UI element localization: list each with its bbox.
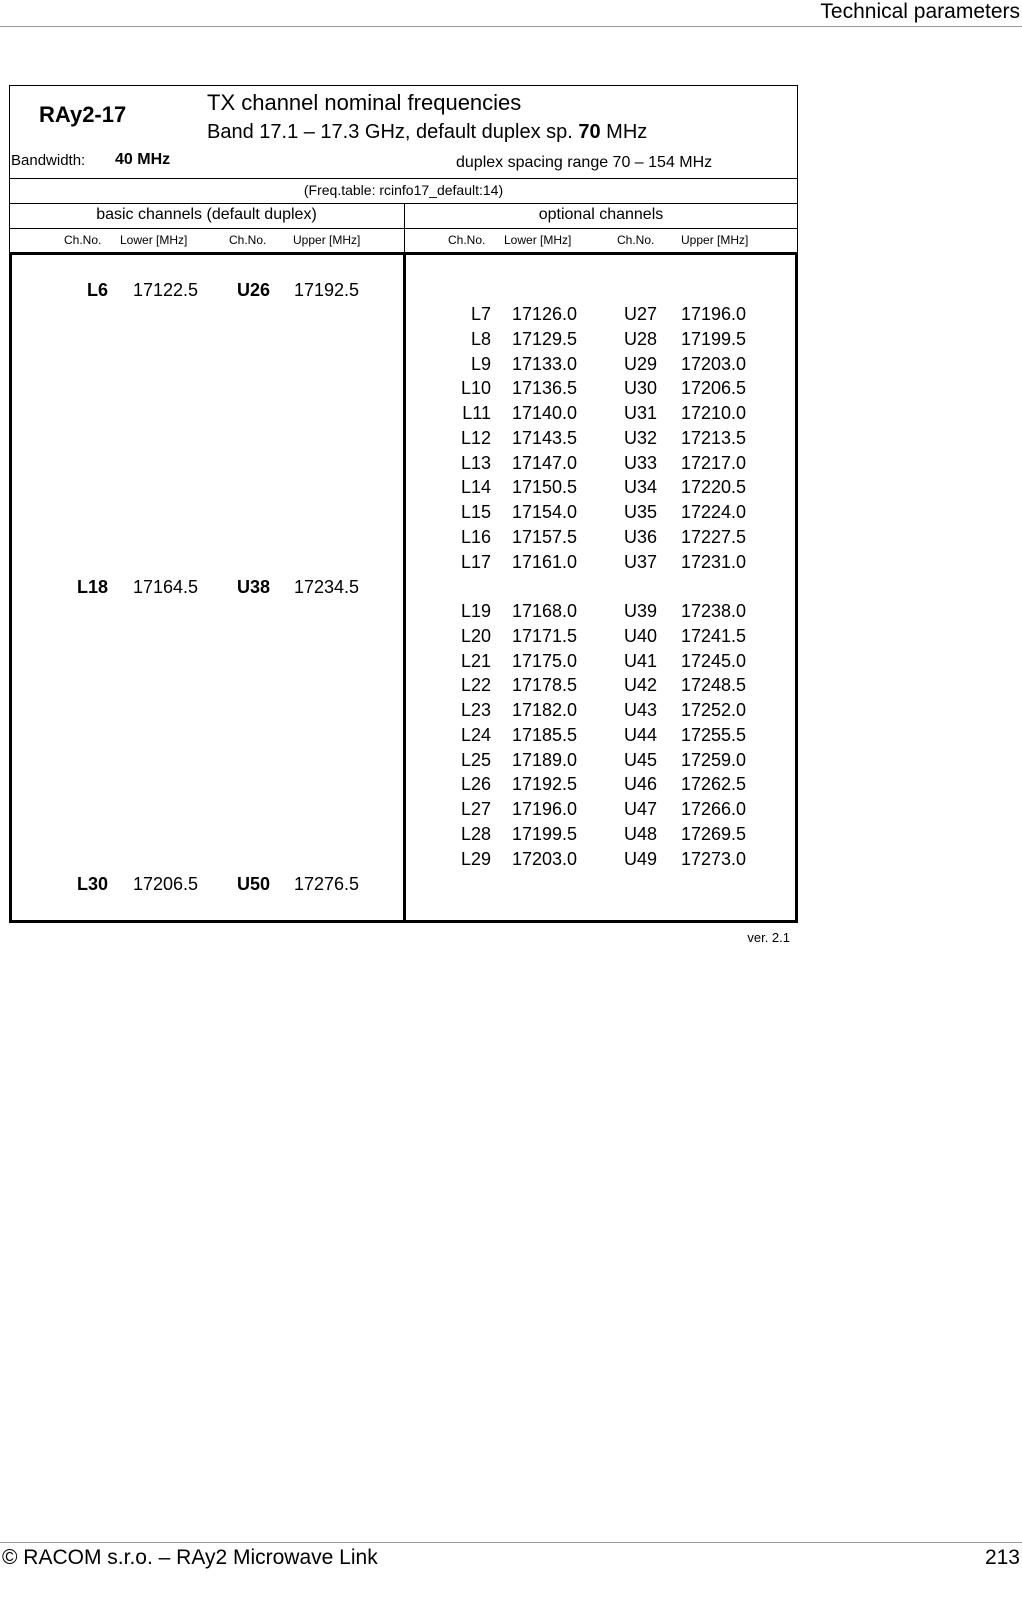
optional-upper-channel: U35	[624, 502, 658, 522]
optional-upper-frequency: 17206.5	[681, 378, 747, 399]
optional-lower-frequency: 17203.0	[512, 848, 578, 869]
page-number: 213	[984, 1546, 1020, 1569]
optional-upper-frequency: 17199.5	[681, 328, 747, 349]
optional-lower-channel: L12	[460, 427, 491, 448]
optional-lower-channel: L26	[460, 774, 491, 795]
optional-lower-channel: L20	[460, 625, 491, 646]
basic-lower-frequency: 17206.5	[133, 874, 199, 894]
optional-upper-frequency: 17227.5	[681, 526, 747, 547]
bandwidth-label: Bandwidth:	[11, 152, 86, 169]
optional-lower-frequency: 17175.0	[512, 650, 578, 671]
optional-upper-frequency: 17252.0	[681, 700, 747, 720]
optional-lower-frequency: 17182.0	[512, 700, 578, 720]
table-rule	[9, 178, 798, 179]
section-title: Technical parameters	[820, 0, 1020, 23]
optional-upper-channel: U44	[624, 724, 658, 745]
optional-lower-channel: L11	[462, 403, 491, 423]
band-info: Band 17.1 – 17.3 GHz, default duplex sp. 70 MHz	[207, 121, 648, 143]
optional-upper-channel: U36	[624, 526, 658, 547]
optional-upper-channel: U42	[624, 675, 658, 696]
optional-lower-channel: L27	[460, 799, 491, 819]
duplex-range: duplex spacing range 70 – 154 MHz	[456, 154, 713, 171]
optional-upper-channel: U40	[624, 625, 658, 646]
optional-lower-frequency: 17192.5	[512, 774, 578, 795]
optional-lower-frequency: 17157.5	[512, 526, 578, 547]
optional-lower-frequency: 17126.0	[512, 304, 578, 324]
freq-table-id: (Freq.table: rcinfo17_default:14)	[303, 182, 504, 198]
optional-upper-frequency: 17273.0	[681, 848, 747, 869]
optional-lower-channel: L16	[460, 526, 491, 547]
basic-lower-channel: L18	[76, 577, 108, 597]
optional-upper-channel: U29	[624, 353, 658, 374]
optional-lower-frequency: 17150.5	[512, 477, 578, 498]
optional-lower-channel: L9	[470, 353, 491, 374]
optional-lower-frequency: 17178.5	[512, 675, 578, 696]
optional-upper-channel: U30	[624, 378, 658, 399]
optional-upper-channel: U31	[624, 403, 658, 423]
col-header-chno: Ch.No.	[229, 233, 267, 247]
basic-upper-frequency: 17234.5	[294, 577, 360, 597]
optional-lower-channel: L14	[460, 477, 491, 498]
optional-upper-frequency: 17213.5	[681, 427, 747, 448]
optional-lower-channel: L13	[460, 452, 491, 473]
channel-grid-divider	[403, 252, 406, 923]
col-header-upper: Upper [MHz]	[293, 233, 361, 247]
optional-upper-frequency: 17245.0	[681, 650, 747, 671]
col-header-lower: Lower [MHz]	[504, 233, 572, 247]
col-header-chno: Ch.No.	[64, 233, 102, 247]
optional-upper-channel: U41	[624, 650, 658, 671]
optional-upper-frequency: 17196.0	[681, 304, 747, 324]
optional-lower-channel: L23	[460, 700, 491, 720]
optional-lower-channel: L15	[460, 502, 491, 522]
optional-upper-channel: U47	[624, 799, 658, 819]
optional-lower-frequency: 17196.0	[512, 799, 578, 819]
optional-channels-heading: optional channels	[538, 206, 664, 223]
optional-lower-frequency: 17199.5	[512, 823, 578, 844]
optional-upper-frequency: 17269.5	[681, 823, 747, 844]
optional-upper-channel: U45	[624, 749, 658, 770]
optional-upper-frequency: 17262.5	[681, 774, 747, 795]
basic-lower-channel: L30	[76, 874, 108, 894]
optional-lower-frequency: 17161.0	[512, 551, 578, 572]
footer-copyright: © RACOM s.r.o. – RAy2 Microwave Link	[2, 1546, 378, 1569]
header-rule	[0, 26, 1022, 27]
optional-lower-frequency: 17185.5	[512, 724, 578, 745]
optional-upper-channel: U34	[624, 477, 658, 498]
optional-lower-frequency: 17154.0	[512, 502, 578, 522]
optional-upper-frequency: 17224.0	[681, 502, 747, 522]
optional-lower-channel: L24	[460, 724, 491, 745]
optional-upper-frequency: 17231.0	[681, 551, 747, 572]
optional-upper-frequency: 17220.5	[681, 477, 747, 498]
optional-lower-channel: L22	[460, 675, 491, 696]
optional-lower-channel: L21	[460, 650, 491, 671]
optional-upper-channel: U27	[624, 304, 658, 324]
basic-upper-frequency: 17192.5	[294, 280, 360, 300]
optional-upper-frequency: 17266.0	[681, 799, 747, 819]
optional-upper-channel: U46	[624, 774, 658, 795]
optional-lower-channel: L10	[460, 378, 491, 399]
optional-upper-channel: U43	[624, 700, 658, 720]
basic-upper-channel: U50	[237, 874, 271, 894]
optional-lower-frequency: 17136.5	[512, 378, 578, 399]
optional-upper-frequency: 17238.0	[681, 601, 747, 621]
optional-lower-channel: L25	[460, 749, 491, 770]
optional-lower-frequency: 17171.5	[512, 625, 578, 646]
table-title: TX channel nominal frequencies	[207, 90, 522, 115]
optional-upper-frequency: 17210.0	[681, 403, 747, 423]
optional-upper-frequency: 17248.5	[681, 675, 747, 696]
optional-lower-channel: L19	[460, 601, 491, 621]
basic-upper-frequency: 17276.5	[294, 874, 360, 894]
optional-upper-frequency: 17241.5	[681, 625, 747, 646]
optional-upper-channel: U39	[624, 601, 658, 621]
version-label: ver. 2.1	[747, 930, 790, 945]
optional-lower-frequency: 17129.5	[512, 328, 578, 349]
basic-upper-channel: U38	[237, 577, 271, 597]
optional-upper-frequency: 17217.0	[681, 452, 747, 473]
col-header-chno: Ch.No.	[617, 233, 655, 247]
optional-upper-frequency: 17203.0	[681, 353, 747, 374]
optional-lower-frequency: 17189.0	[512, 749, 578, 770]
optional-upper-channel: U28	[624, 328, 658, 349]
bandwidth-value: 40 MHz	[115, 151, 171, 168]
basic-lower-channel: L6	[86, 280, 108, 300]
optional-lower-channel: L28	[460, 823, 491, 844]
optional-upper-channel: U33	[624, 452, 658, 473]
optional-upper-channel: U49	[624, 848, 658, 869]
optional-lower-frequency: 17140.0	[512, 403, 578, 423]
optional-lower-channel: L8	[470, 328, 491, 349]
footer-rule	[0, 1542, 1022, 1543]
optional-upper-frequency: 17259.0	[681, 749, 747, 770]
basic-channels-heading: basic channels (default duplex)	[96, 206, 317, 223]
optional-lower-channel: L29	[460, 848, 491, 869]
optional-lower-frequency: 17143.5	[512, 427, 578, 448]
optional-lower-channel: L7	[470, 304, 491, 324]
optional-lower-frequency: 17168.0	[512, 601, 578, 621]
optional-upper-channel: U48	[624, 823, 658, 844]
optional-lower-frequency: 17147.0	[512, 452, 578, 473]
col-header-chno: Ch.No.	[448, 233, 486, 247]
optional-upper-channel: U37	[624, 551, 658, 572]
optional-lower-channel: L17	[460, 551, 491, 572]
basic-upper-channel: U26	[237, 280, 271, 300]
basic-lower-frequency: 17164.5	[133, 577, 199, 597]
col-header-lower: Lower [MHz]	[120, 233, 188, 247]
model-name: RAy2-17	[39, 102, 127, 127]
col-header-upper: Upper [MHz]	[681, 233, 749, 247]
optional-lower-frequency: 17133.0	[512, 353, 578, 374]
optional-upper-frequency: 17255.5	[681, 724, 747, 745]
optional-upper-channel: U32	[624, 427, 658, 448]
basic-lower-frequency: 17122.5	[133, 280, 199, 300]
